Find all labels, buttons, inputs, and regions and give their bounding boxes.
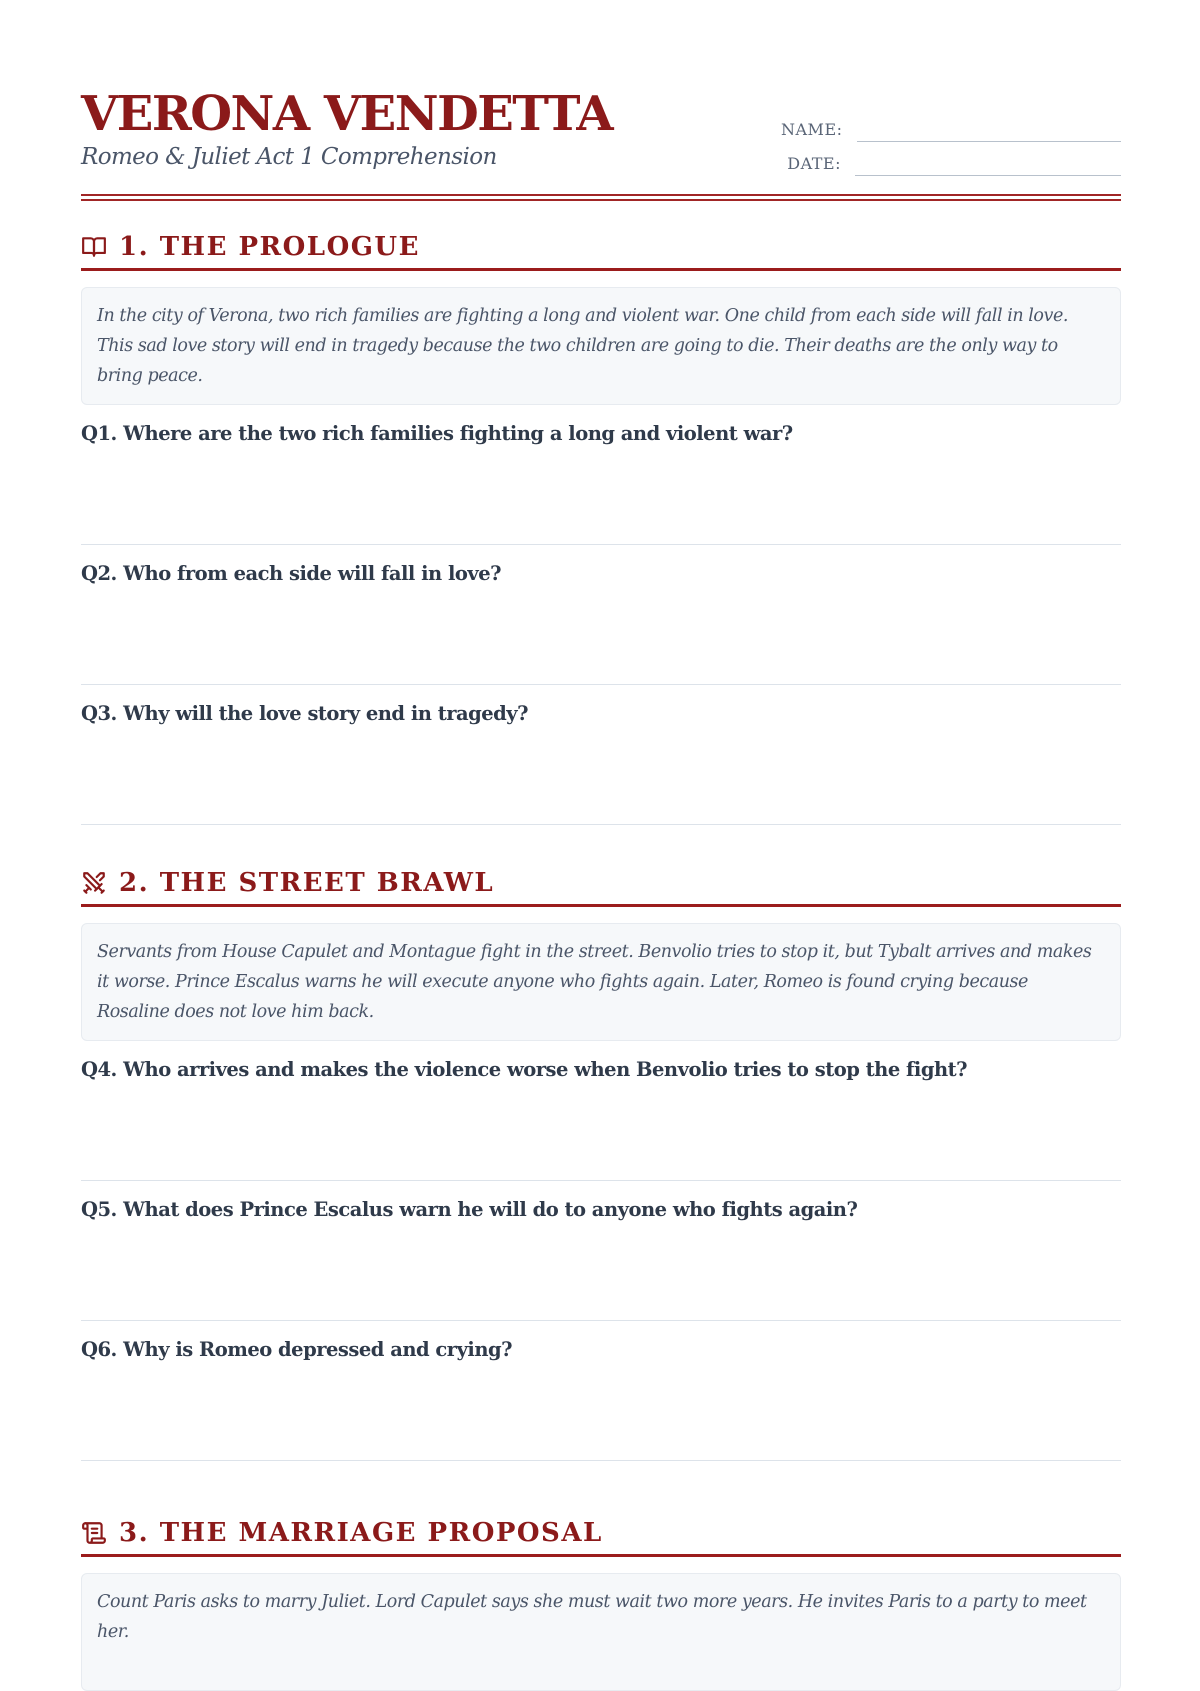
- question-item: [81, 405, 1121, 545]
- section-marriage-proposal: [81, 1512, 1121, 1691]
- question-item: [81, 545, 1121, 685]
- answer-area-q2[interactable]: [81, 593, 1121, 679]
- section-header: [81, 862, 1121, 907]
- section-title: 2. THE STREET BRAWL: [119, 868, 495, 898]
- book-open-icon: [81, 234, 107, 260]
- question-text: Q3. Why will the love story end in tragedy?: [81, 702, 529, 725]
- header-divider-top: [81, 194, 1121, 196]
- date-field-row: [781, 142, 1121, 176]
- crossed-swords-icon: [81, 870, 107, 896]
- worksheet-title: VERONA VENDETTA: [81, 86, 613, 142]
- header-divider-bottom: [81, 199, 1121, 201]
- student-fields: [781, 108, 1121, 176]
- question-text: Q2. Who from each side will fall in love?: [81, 562, 502, 585]
- question-item: [81, 685, 1121, 825]
- worksheet-subtitle: Romeo & Juliet Act 1 Comprehension: [81, 144, 497, 170]
- question-text: Q1. Where are the two rich families fighting a long and violent war?: [81, 422, 793, 445]
- answer-area-q4[interactable]: [81, 1089, 1121, 1175]
- section-header: [81, 226, 1121, 271]
- date-label: DATE:: [787, 154, 841, 173]
- scroll-icon: [81, 1520, 107, 1546]
- name-input[interactable]: [857, 121, 1121, 142]
- answer-area-q5[interactable]: [81, 1229, 1121, 1315]
- section-street-brawl: [81, 862, 1121, 1461]
- question-text: Q5. What does Prince Escalus warn he will do to anyone who fights again?: [81, 1198, 858, 1221]
- date-input[interactable]: [855, 155, 1121, 176]
- section-header: [81, 1512, 1121, 1557]
- answer-area-q1[interactable]: [81, 453, 1121, 539]
- question-text: Q6. Why is Romeo depressed and crying?: [81, 1338, 513, 1361]
- section-title: 3. THE MARRIAGE PROPOSAL: [119, 1518, 603, 1548]
- section-title: 1. THE PROLOGUE: [119, 232, 420, 262]
- passage-box: Servants from House Capulet and Montague fight in the street. Benvolio tries to stop it, but Tybalt arrives and makes it worse. Prince Escalus warns he will execute anyone who fights again. Later, Romeo is found crying because Rosaline does not love him back.: [81, 923, 1121, 1041]
- question-item: [81, 1321, 1121, 1461]
- passage-box: Count Paris asks to marry Juliet. Lord Capulet says she must wait two more years. He invites Paris to a party to meet her.: [81, 1573, 1121, 1691]
- question-item: [81, 1181, 1121, 1321]
- question-item: [81, 1041, 1121, 1181]
- name-label: NAME:: [781, 120, 843, 139]
- passage-box: In the city of Verona, two rich families are fighting a long and violent war. One child from each side will fall in love. This sad love story will end in tragedy because the two children are going to die. Their deaths are the only way to bring peace.: [81, 287, 1121, 405]
- name-field-row: [781, 108, 1121, 142]
- answer-area-q3[interactable]: [81, 733, 1121, 819]
- answer-area-q6[interactable]: [81, 1369, 1121, 1455]
- question-text: Q4. Who arrives and makes the violence worse when Benvolio tries to stop the fight?: [81, 1058, 968, 1081]
- worksheet-header: [81, 86, 1121, 198]
- section-prologue: [81, 226, 1121, 825]
